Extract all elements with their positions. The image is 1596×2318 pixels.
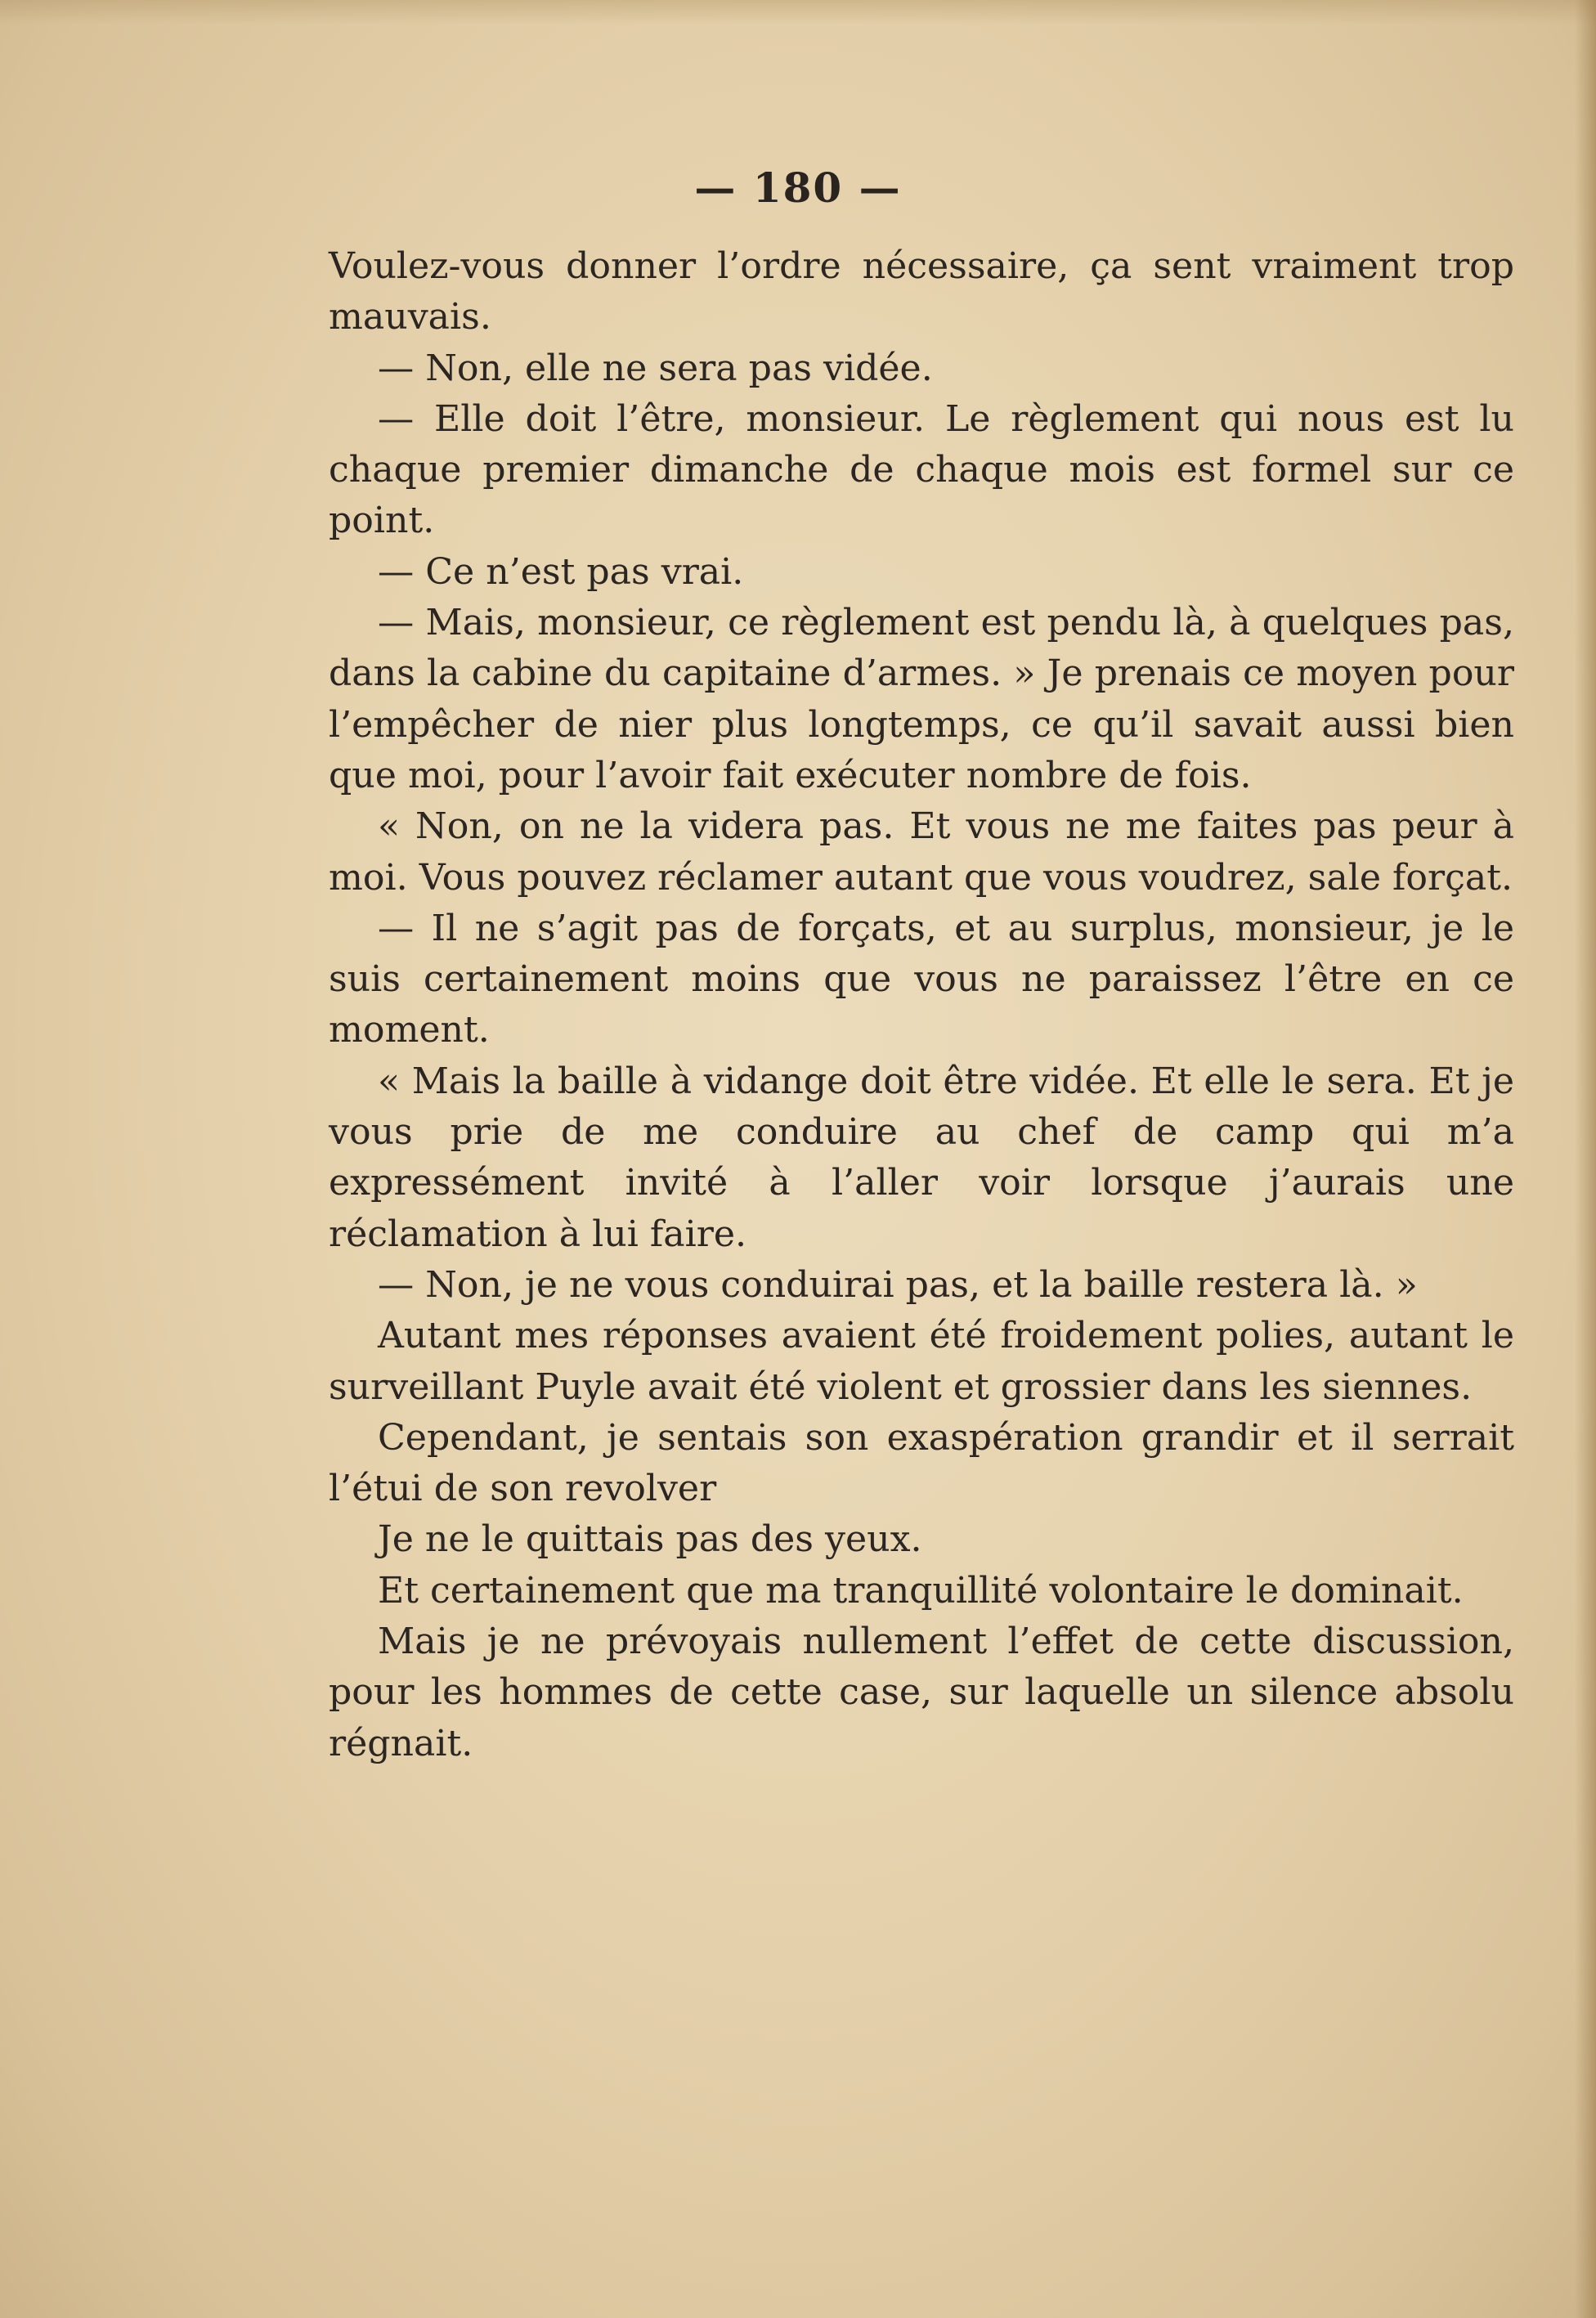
paragraph: — Il ne s’agit pas de forçats, et au surplus, monsieur, je le suis certainement moins que vous ne paraissez l’être en ce moment. xyxy=(329,907,1514,1051)
paragraph: Voulez-vous donner l’ordre nécessaire, ça sent vraiment trop mauvais. xyxy=(329,245,1514,339)
paragraph: Autant mes réponses avaient été froidement polies, autant le surveillant Puyle avait été violent et grossier dans les siennes. xyxy=(329,1315,1514,1408)
paragraph: — Ce n’est pas vrai. xyxy=(378,550,744,593)
paragraph: « Non, on ne la videra pas. Et vous ne me faites pas peur à moi. Vous pouvez réclamer autant que vous voudrez, sale forçat. xyxy=(329,805,1514,899)
paragraph: « Mais la baille à vidange doit être vidée. Et elle le sera. Et je vous prie de me conduire au chef de camp qui m’a expressément invité à l’aller voir lorsque j’aurais une réclamation à lui faire. xyxy=(329,1060,1514,1255)
paragraph: Cependant, je sentais son exaspération grandir et il serrait l’étui de son revolver xyxy=(329,1416,1514,1510)
paragraph: — Non, elle ne sera pas vidée. xyxy=(378,347,933,389)
paragraph: — Elle doit l’être, monsieur. Le règlement qui nous est lu chaque premier dimanche de chaque mois est formel sur ce point. xyxy=(329,397,1514,542)
paragraph: — Non, je ne vous conduirai pas, et la baille restera là. » xyxy=(378,1263,1418,1306)
body-text xyxy=(329,241,1514,1769)
paragraph: Mais je ne prévoyais nullement l’effet de cette discussion, pour les hommes de cette case, sur laquelle un silence absolu régnait. xyxy=(329,1621,1514,1764)
page-number: — 180 — xyxy=(694,164,902,212)
paragraph: — Mais, monsieur, ce règlement est pendu là, à quelques pas, dans la cabine du capitaine d’armes. » Je prenais ce moyen pour l’empêcher de nier plus longtemps, ce qu’il savait aussi bien que moi, pour l’avoir fait exécuter nombre de fois. xyxy=(329,602,1514,796)
paragraph: Et certainement que ma tranquillité volontaire le dominait. xyxy=(378,1569,1464,1612)
paragraph: Je ne le quittais pas des yeux. xyxy=(378,1518,922,1561)
